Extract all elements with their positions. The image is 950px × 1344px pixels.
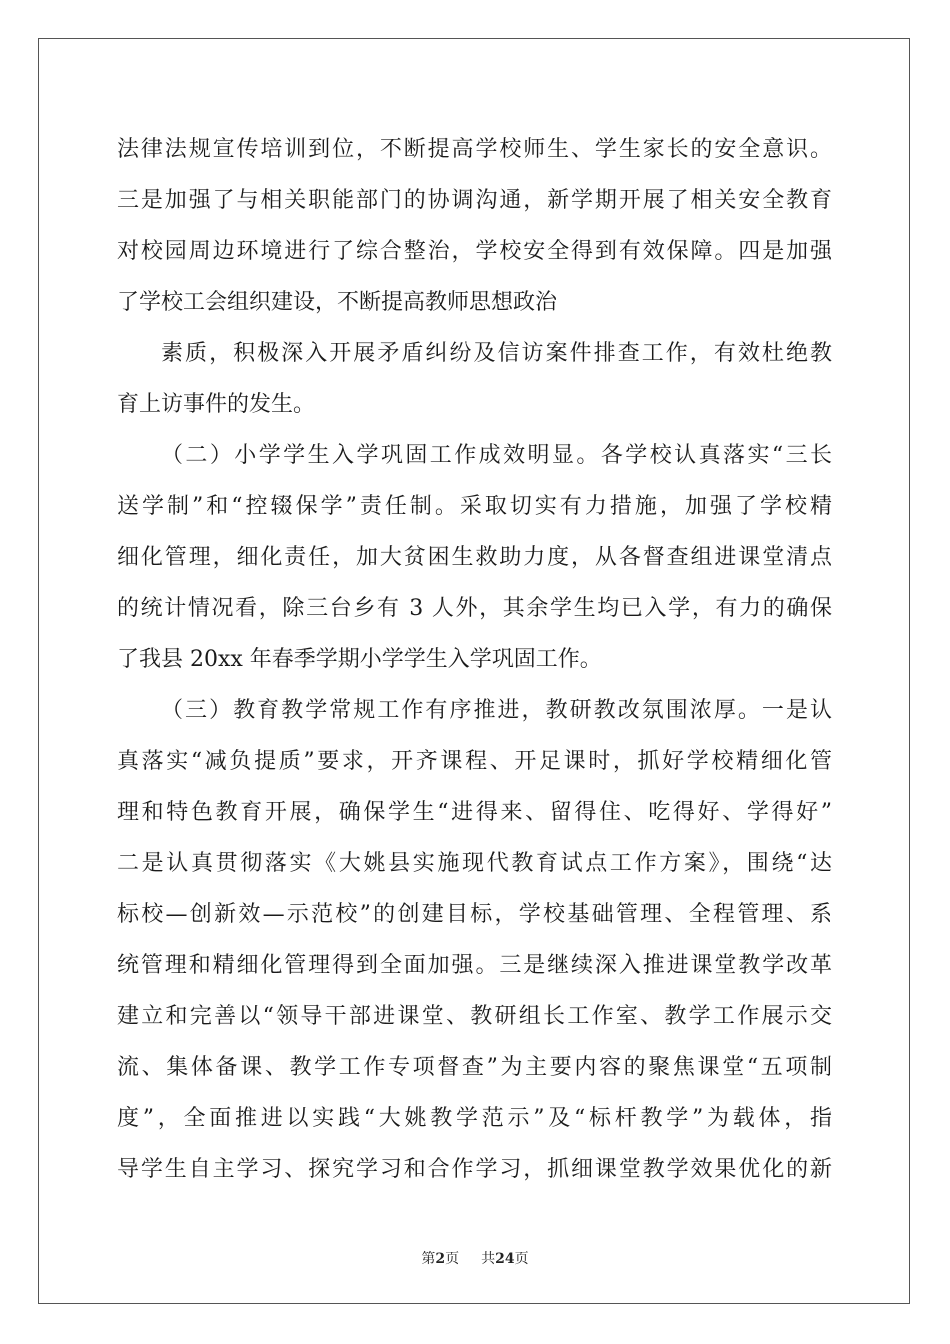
text-line-16: 标校—创新效—示范校”的创建目标，学校基础管理、全程管理、系 xyxy=(117,902,832,927)
text-line-11: 了我县 20xx 年春季学期小学学生入学巩固工作。 xyxy=(117,647,602,672)
text-line-14: 理和特色教育开展，确保学生“进得来、留得住、吃得好、学得好” xyxy=(117,800,832,825)
text-line-20: 度”，全面推进以实践“大姚教学范示”及“标杆教学”为载体，指 xyxy=(117,1106,832,1131)
text-line-18: 建立和完善以“领导干部进课堂、教研组长工作室、教学工作展示交 xyxy=(117,1004,832,1029)
text-line-8: 送学制”和“控辍保学”责任制。采取切实有力措施，加强了学校精 xyxy=(117,494,832,519)
text-line-6: 育上访事件的发生。 xyxy=(117,392,316,417)
text-line-4: 了学校工会组织建设，不断提高教师思想政治 xyxy=(117,290,558,315)
page-prefix: 第 xyxy=(421,1251,436,1267)
page-suffix: 页 xyxy=(445,1251,460,1267)
text-line-21: 导学生自主学习、探究学习和合作学习，抓细课堂教学效果优化的新 xyxy=(117,1157,832,1182)
total-suffix: 页 xyxy=(514,1251,529,1267)
text-line-1: 法律法规宣传培训到位，不断提高学校师生、学生家长的安全意识。 xyxy=(117,137,832,162)
text-line-12: （三）教育教学常规工作有序推进，教研教改氛围浓厚。一是认 xyxy=(161,698,832,723)
text-line-7: （二）小学学生入学巩固工作成效明显。各学校认真落实“三长 xyxy=(161,443,832,468)
text-line-9: 细化管理，细化责任，加大贫困生救助力度，从各督查组进课堂清点 xyxy=(117,545,832,570)
text-line-5: 素质，积极深入开展矛盾纠纷及信访案件排查工作，有效杜绝教 xyxy=(161,341,832,366)
text-line-2: 三是加强了与相关职能部门的协调沟通，新学期开展了相关安全教育 xyxy=(117,188,832,213)
text-line-3: 对校园周边环境进行了综合整治，学校安全得到有效保障。四是加强 xyxy=(117,239,832,264)
text-line-10: 的统计情况看，除三台乡有 3 人外，其余学生均已入学，有力的确保 xyxy=(117,596,832,621)
page-footer xyxy=(0,1248,950,1268)
total-page-count: 24 xyxy=(495,1251,515,1267)
text-line-13: 真落实“减负提质”要求，开齐课程、开足课时，抓好学校精细化管 xyxy=(117,749,832,774)
total-prefix: 共 xyxy=(481,1251,496,1267)
current-page-number: 2 xyxy=(435,1251,446,1267)
text-line-19: 流、集体备课、教学工作专项督查”为主要内容的聚焦课堂“五项制 xyxy=(117,1055,832,1080)
text-line-17: 统管理和精细化管理得到全面加强。三是继续深入推进课堂教学改革 xyxy=(117,953,832,978)
document-body xyxy=(117,124,832,1195)
text-line-15: 二是认真贯彻落实《大姚县实施现代教育试点工作方案》，围绕“达 xyxy=(117,851,832,876)
